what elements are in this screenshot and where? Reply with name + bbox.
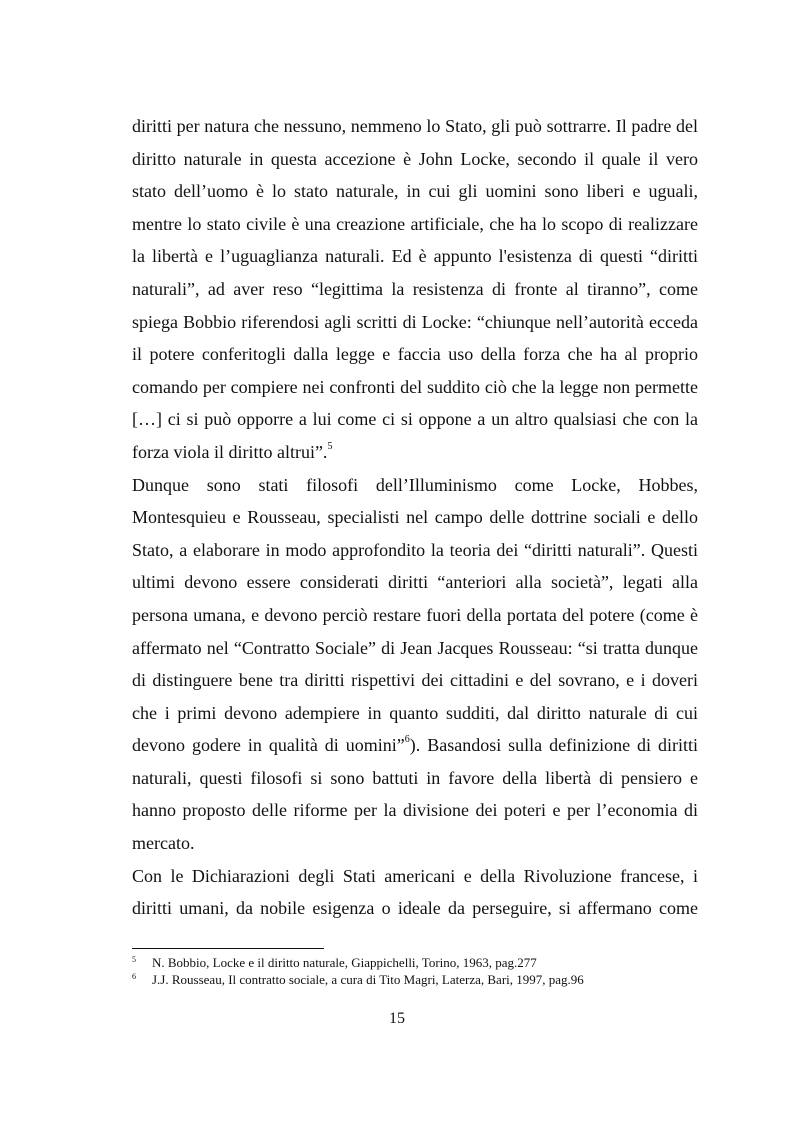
footnote-separator <box>132 948 324 949</box>
footnote-text: J.J. Rousseau, Il contratto sociale, a cura di Tito Magri, Laterza, Bari, 1997, pag.96 <box>152 971 584 987</box>
page-number: 15 <box>389 1010 405 1027</box>
footnote-6 <box>132 972 698 989</box>
footnote-ref-6[interactable]: 6 <box>404 734 410 746</box>
paragraph-declarations <box>132 860 698 925</box>
body-text <box>132 110 698 925</box>
paragraph-enlightenment-text-after: ). Basandosi sulla definizione di diritti naturali, questi filosofi si sono battuti in favore della libertà di pensiero e hanno proposto delle riforme per la divisione dei poteri e per l’economia di mercato. <box>132 735 699 854</box>
paragraph-declarations-text: Con le Dichiarazioni degli Stati americani e della Rivoluzione francese, i diritti umani, da nobile esigenza o ideale da perseguire, si affermano come <box>132 865 698 919</box>
footnote-5 <box>132 955 698 972</box>
paragraph-enlightenment-text-before: Dunque sono stati filosofi dell’Illuminismo come Locke, Hobbes, Montesquieu e Rousseau, specialisti nel campo delle dottrine sociali e dello Stato, a elaborare in modo approfondito la teoria dei “diritti naturali”. Questi ultimi devono essere considerati diritti “anteriori alla società”, legati alla persona umana, e devono perciò restare fuori della portata del potere (come è affermato nel “Contratto Sociale” di Jean Jacques Rousseau: “si tratta dunque di distinguere bene tra diritti rispettivi dei cittadini e del sovrano, e i doveri che i primi devono adempiere in quanto sudditi, dal diritto naturale di cui devono godere in qualità di uomini” <box>132 474 698 756</box>
paragraph-locke <box>132 110 698 469</box>
paragraph-enlightenment <box>132 469 698 860</box>
footnotes <box>132 955 698 988</box>
footnote-text: N. Bobbio, Locke e il diritto naturale, Giappichelli, Torino, 1963, pag.277 <box>152 955 537 970</box>
footnote-number: 6 <box>132 971 136 981</box>
footnote-ref-5[interactable]: 5 <box>327 440 333 452</box>
footnote-number: 5 <box>132 955 136 964</box>
paragraph-locke-text: diritti per natura che nessuno, nemmeno lo Stato, gli può sottrarre. Il padre del diritto naturale in questa accezione è John Locke, secondo il quale il vero stato dell’uomo è lo stato naturale, in cui gli uomini sono liberi e uguali, mentre lo stato civile è una creazione artificiale, che ha lo scopo di realizzare la libertà e l’uguaglianza naturali. Ed è appunto l'esistenza di questi “diritti naturali”, ad aver reso “legittima la resistenza di fronte al tiranno”, come spiega Bobbio riferendosi agli scritti di Locke: “chiunque nell’autorità ecceda il potere conferitogli dalla legge e faccia uso della forza che ha al proprio comando per compiere nei confronti del suddito ciò che la legge non permette […] ci si può opporre a lui come ci si oppone a un altro qualsiasi che con la forza viola il diritto altrui”. <box>132 116 698 462</box>
